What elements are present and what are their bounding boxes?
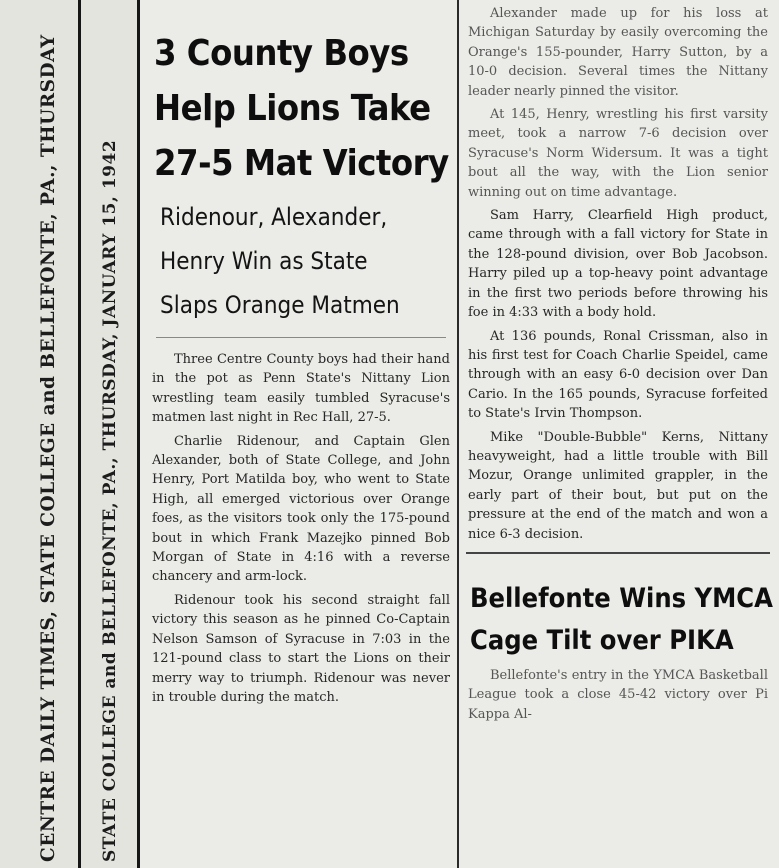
second-article-body [468,666,768,724]
article-headline [154,26,454,191]
article-paragraph: Ridenour took his second straight fall victory this season as he pinned Co-Captain Nelson Samson of Syracuse in 7:03 in the 121-pound class to start the Lions on their merry way to triumph. Ridenour was never in trouble during the match. [152,592,450,705]
deck-line: Ridenour, Alexander, [160,203,388,231]
continued-paragraph: Alexander made up for his loss at Michigan Saturday by easily overcoming the Orange's 155-pounder, Harry Sutton, by a 10-0 decision. Several times the Nittany leader nearly pinned the visitor. [468,6,768,99]
headline-line: 3 County Boys [154,33,409,74]
article-paragraph: Charlie Ridenour, and Captain Glen Alexander, both of State College, and John Henry, Port Matilda boy, who went to State High, all emerged victorious over Orange foes, as the visitors took only the 175-pound bout in which Frank Mazejko pinned Bob Morgan of State in 4:16 with a reverse chancery and arm-lock. [152,433,450,585]
continued-paragraph: At 136 pounds, Ronal Crissman, also in his first test for Coach Charlie Speidel, came through with an easy 6-0 decision over Dan Cario. In the 165 pounds, Syracuse forfeited to State's Irvin Thompson. [468,328,768,422]
deck-divider [156,337,446,338]
article-separator [466,552,770,554]
second-article [462,578,774,724]
second-headline-line: Bellefonte Wins YMCA [470,582,773,614]
continued-paragraph: Mike "Double-Bubble" Kerns, Nittany heavyweight, had a little trouble with Bill Mozur, Orange unlimited grappler, in the early part of their bout, but put on the pressure at the end of the match and won a nice 6-3 decision. [468,429,768,542]
article-paragraph: Three Centre County boys had their hand in the pot as Penn State's Nittany Lion wrestling team easily tumbled Syracuse's matmen last night in Rec Hall, 27-5. [152,352,450,426]
inner-folio-text: STATE COLLEGE and BELLEFONTE, PA., THURSDAY, JANUARY 15, 1942 [100,139,120,862]
continued-paragraph: Sam Harry, Clearfield High product, came through with a fall victory for State in the 128-pound division, over Bob Jacobson. Harry piled up a top-heavy point advantage in the first two periods before throwing his foe in 4:33 with a body hold. [468,208,768,321]
folio-rule-1 [78,0,81,868]
second-article-paragraph: Bellefonte's entry in the YMCA Basketball League took a close 45-42 victory over Pi Kappa Al- [468,667,768,722]
deck-line: Slaps Orange Matmen [160,291,400,319]
folio-rule-2 [137,0,140,868]
right-column [462,0,774,868]
outer-folio-text: CENTRE DAILY TIMES, STATE COLLEGE and BELLEFONTE, PA., THURSDAY [38,34,59,862]
article-body [152,350,450,707]
headline-line: 27-5 Mat Victory [154,143,449,184]
article-deck [160,195,454,327]
headline-line: Help Lions Take [154,88,431,129]
deck-line: Henry Win as State [160,247,368,275]
continued-paragraph: At 145, Henry, wrestling his first varsity meet, took a narrow 7-6 decision over Syracuse's Norm Widersum. It was a tight bout all the way, with the Lion senior winning out on time advantage. [468,107,768,200]
main-article-column [148,0,454,868]
column-rule [457,0,459,868]
article-continuation [468,4,768,544]
second-headline-line: Cage Tilt over PIKA [470,624,734,656]
